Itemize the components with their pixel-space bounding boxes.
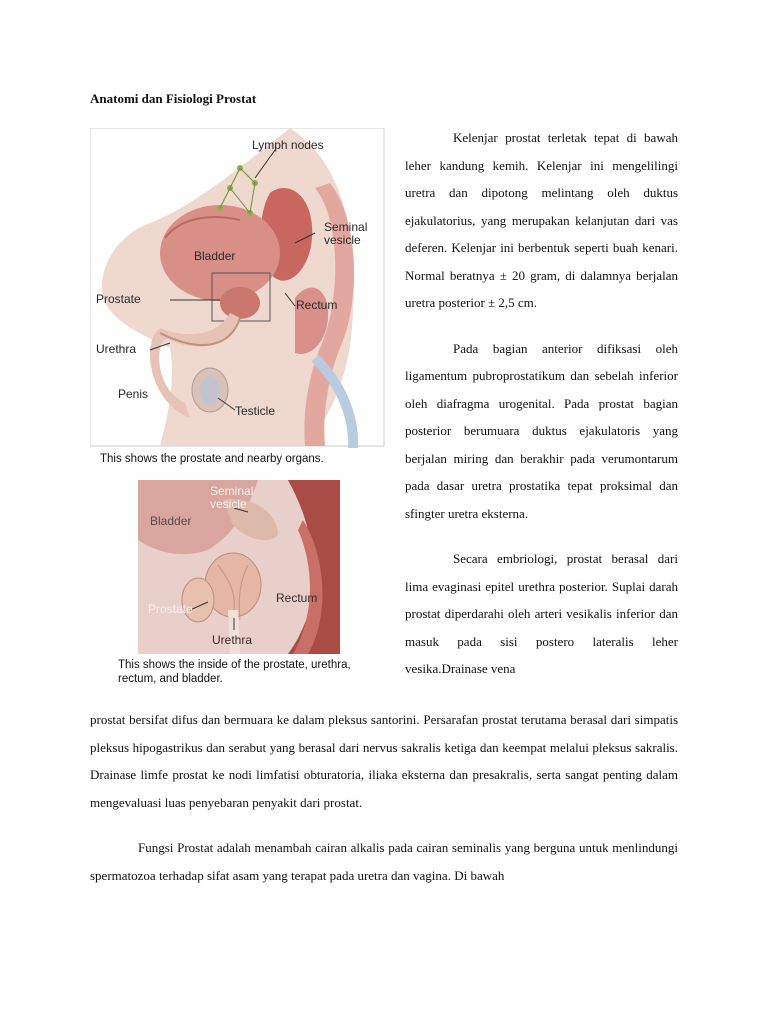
- label-urethra-inside: Urethra: [212, 633, 253, 647]
- label-seminal-vesicle-inside: Seminal vesicle: [210, 484, 254, 511]
- paragraph: Fungsi Prostat adalah menambah cairan alkalis pada cairan seminalis yang berguna untuk menlindungi spermatozoa terhadap sifat asam yang terapat pada uretra dan vagina. Di bawah: [90, 840, 678, 883]
- label-seminal-vesicle: Seminal vesicle: [324, 220, 368, 247]
- label-penis: Penis: [118, 387, 149, 401]
- page-title: Anatomi dan Fisiologi Prostat: [90, 91, 257, 106]
- full-width-text: [90, 706, 678, 907]
- label-lymph-nodes: Lymph nodes: [252, 138, 324, 152]
- paragraph: Kelenjar prostat terletak tepat di bawah leher kandung kemih. Kelenjar ini mengelilingi uretra dan dipotong melintang oleh duktus ejakulatorius, yang merupakan kelanjutan dari vas deferen. Kelenjar ini berbentuk seperti buah kenari. Normal beratnya ± 20 gram, di dalamnya berjalan uretra posterior ± 2,5 cm.: [405, 130, 678, 310]
- label-prostate-inside: Prostate: [148, 602, 193, 616]
- figure-caption-bottom: This shows the inside of the prostate, urethra, rectum, and bladder.: [118, 659, 351, 685]
- paragraph: Secara embriologi, prostat berasal dari lima evaginasi epitel urethra posterior. Suplai darah prostat diperdarahi oleh arteri vesikalis inferior dan masuk pada sisi postero lateralis leher vesika.Drainase vena: [405, 551, 678, 676]
- anatomy-figure: [90, 128, 390, 693]
- label-urethra: Urethra: [96, 342, 137, 356]
- label-rectum-inside: Rectum: [276, 591, 318, 605]
- label-testicle: Testicle: [235, 404, 276, 418]
- label-rectum: Rectum: [296, 298, 338, 312]
- label-bladder: Bladder: [194, 249, 236, 263]
- paragraph: Pada bagian anterior difiksasi oleh ligamentum pubroprostatikum dan sebelah inferior oleh diafragma urogenital. Pada prostat bagian posterior berumuara duktus ejakulatoris yang berjalan miring dan berakhir pada verumontarum pada dasar uretra prostatika tepat proksimal dan sfingter uretra eksterna.: [405, 340, 678, 521]
- label-bladder-inside: Bladder: [150, 514, 192, 528]
- figure-caption-top: This shows the prostate and nearby organs.: [100, 453, 324, 465]
- paragraph: prostat bersifat difus dan bermuara ke dalam pleksus santorini. Persarafan prostat terutama berasal dari simpatis pleksus hipogastrikus dan serabut yang berasal dari nervus sakralis ketiga dan keempat melalui pleksus sakralis. Drainase limfe prostat ke nodi limfatisi obturatoria, iliaka eksterna dan presakralis, serta sangat penting dalam mengevaluasi luas penyebaran penyakit dari prostat.: [90, 712, 678, 810]
- right-text-column: [405, 124, 678, 701]
- label-prostate: Prostate: [96, 292, 141, 306]
